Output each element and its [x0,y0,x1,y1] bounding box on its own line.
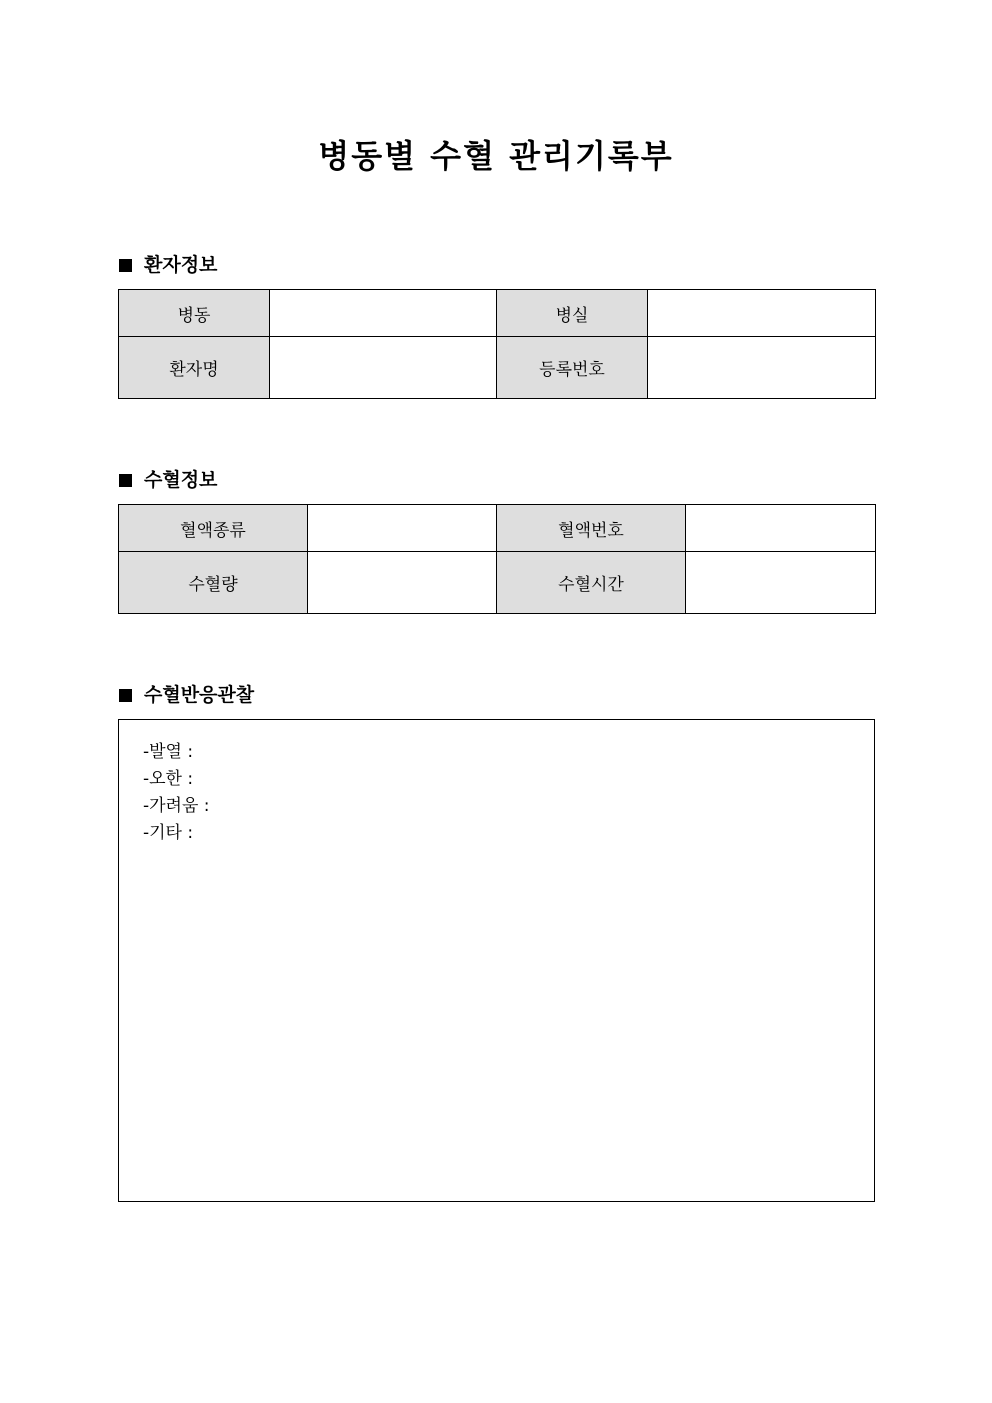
transfusion-time-label: 수혈시간 [497,552,686,614]
volume-field[interactable] [308,552,497,614]
square-bullet-icon [119,474,132,487]
blood-type-label: 혈액종류 [119,505,308,552]
table-row [119,505,876,552]
other-item: -기타 : [143,823,194,843]
ward-field[interactable] [270,290,497,337]
blood-no-label: 혈액번호 [497,505,686,552]
ward-label: 병동 [119,290,270,337]
room-field[interactable] [648,290,876,337]
reaction-observation-box[interactable] [118,719,875,1202]
reaction-section-title: 수혈반응관찰 [144,684,255,706]
registration-no-field[interactable] [648,337,876,399]
document-title: 병동별 수혈 관리기록부 [318,137,674,175]
registration-no-label: 등록번호 [497,337,648,399]
transfusion-section-heading [119,467,217,493]
chills-item: -오한 : [143,769,194,789]
reaction-list [143,739,210,847]
patient-section-title: 환자정보 [144,254,218,276]
blood-type-field[interactable] [308,505,497,552]
blood-no-field[interactable] [686,505,876,552]
table-row [119,290,876,337]
transfusion-info-table [118,504,876,614]
patient-info-table [118,289,876,399]
square-bullet-icon [119,689,132,702]
fever-item: -발열 : [143,742,194,762]
transfusion-section-title: 수혈정보 [144,469,218,491]
patient-section-heading [119,252,217,278]
room-label: 병실 [497,290,648,337]
table-row [119,337,876,399]
patient-name-field[interactable] [270,337,497,399]
reaction-section-heading [119,682,254,708]
patient-name-label: 환자명 [119,337,270,399]
transfusion-time-field[interactable] [686,552,876,614]
volume-label: 수혈량 [119,552,308,614]
table-row [119,552,876,614]
itching-item: -가려움 : [143,796,210,816]
square-bullet-icon [119,259,132,272]
